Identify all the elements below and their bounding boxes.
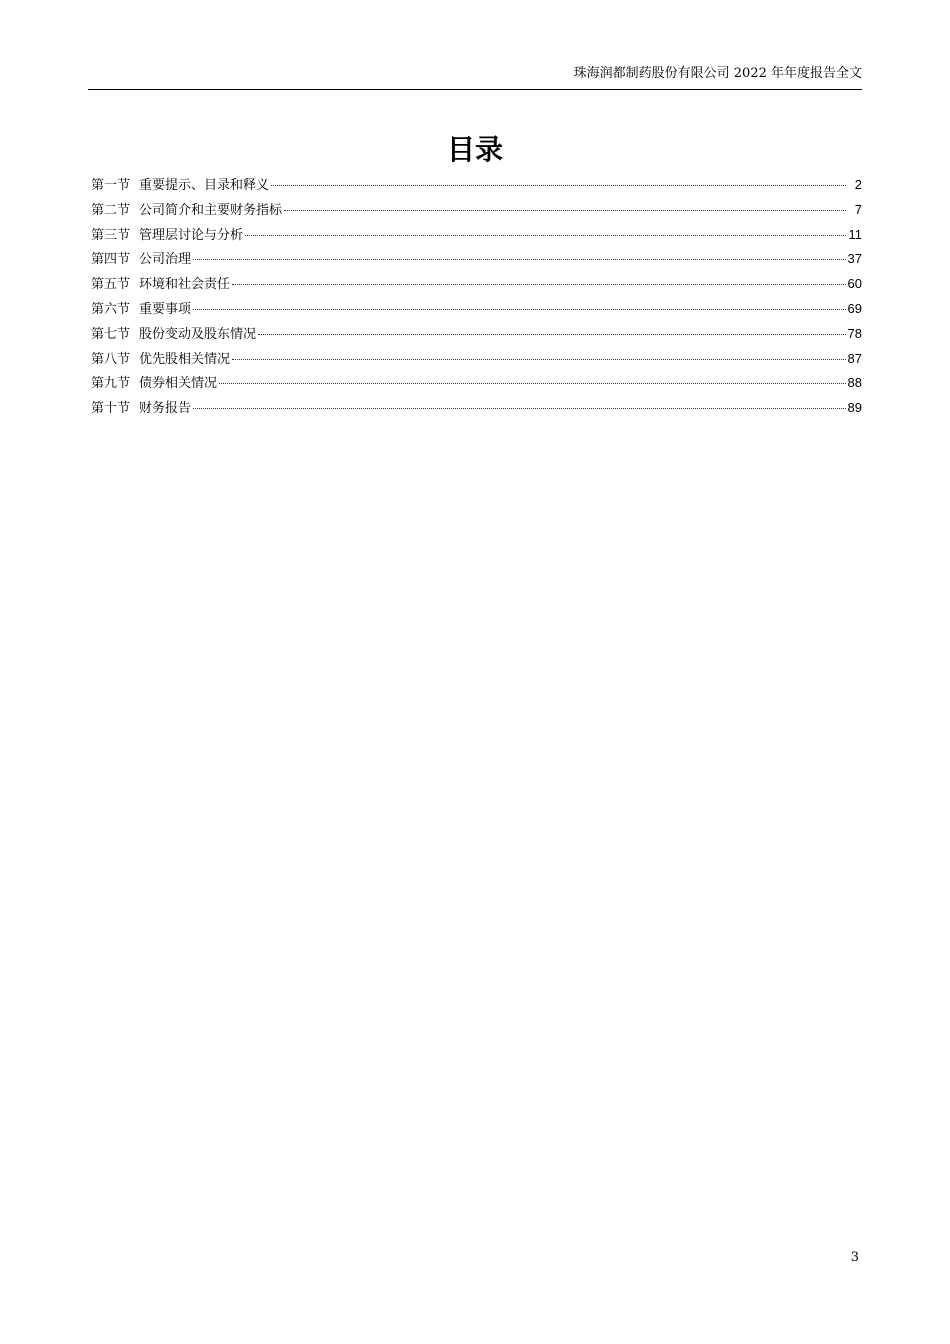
page-header (88, 64, 862, 90)
toc-page-number: 60 (847, 276, 862, 292)
toc-section-number: 第五节 (91, 277, 131, 293)
toc-section-label: 债券相关情况 (139, 376, 218, 392)
toc-section-number: 第六节 (91, 301, 131, 317)
page-number: 3 (850, 1250, 859, 1265)
toc-section-label: 环境和社会责任 (139, 277, 231, 293)
toc-page-number: 78 (847, 325, 862, 341)
toc-section-number: 第十节 (91, 401, 131, 417)
toc-section-label: 优先股相关情况 (139, 351, 231, 367)
toc-page-number: 11 (848, 226, 862, 242)
toc-dot-leader (193, 259, 846, 260)
toc-section-label: 管理层讨论与分析 (139, 227, 244, 243)
toc-page-number: 2 (854, 177, 862, 192)
toc-section-number: 第四节 (91, 252, 131, 268)
toc-dot-leader (271, 185, 846, 186)
toc-section-number: 第七节 (91, 326, 131, 342)
toc-entry[interactable] (91, 275, 862, 300)
toc-section-number: 第三节 (91, 227, 131, 243)
toc-section-number: 第二节 (91, 202, 131, 218)
toc-section-number: 第八节 (91, 351, 131, 367)
toc-dot-leader (193, 408, 846, 409)
toc-section-label: 股份变动及股东情况 (139, 326, 257, 342)
toc-page-number: 7 (854, 201, 862, 217)
toc-section-label: 重要事项 (139, 301, 192, 317)
toc-entry[interactable] (91, 226, 862, 251)
toc-page-number: 87 (847, 350, 862, 366)
toc-page-number: 69 (847, 300, 862, 316)
toc-entry[interactable] (91, 350, 862, 375)
toc-entry[interactable] (91, 325, 862, 350)
toc-dot-leader (219, 383, 846, 384)
table-of-contents (91, 176, 862, 424)
toc-dot-leader (232, 284, 846, 285)
toc-section-label: 重要提示、目录和释义 (139, 178, 270, 193)
toc-title: 目录 (446, 133, 503, 166)
toc-section-number: 第九节 (91, 376, 131, 392)
toc-section-number: 第一节 (91, 178, 131, 193)
toc-dot-leader (193, 309, 846, 310)
toc-dot-leader (232, 359, 846, 360)
toc-dot-leader (284, 210, 846, 211)
toc-page-number: 37 (847, 251, 862, 267)
toc-entry[interactable] (91, 399, 862, 424)
toc-entry[interactable] (91, 201, 862, 226)
toc-section-label: 公司简介和主要财务指标 (139, 202, 283, 218)
toc-entry[interactable] (91, 176, 862, 201)
toc-dot-leader (258, 334, 846, 335)
toc-dot-leader (245, 235, 846, 236)
toc-page-number: 88 (847, 375, 862, 391)
toc-section-label: 公司治理 (139, 252, 192, 268)
toc-entry[interactable] (91, 250, 862, 275)
toc-entry[interactable] (91, 374, 862, 399)
toc-entry[interactable] (91, 300, 862, 325)
header-title: 珠海润都制药股份有限公司 2022 年年度报告全文 (573, 66, 862, 81)
toc-page-number: 89 (847, 400, 862, 416)
toc-section-label: 财务报告 (139, 401, 192, 417)
